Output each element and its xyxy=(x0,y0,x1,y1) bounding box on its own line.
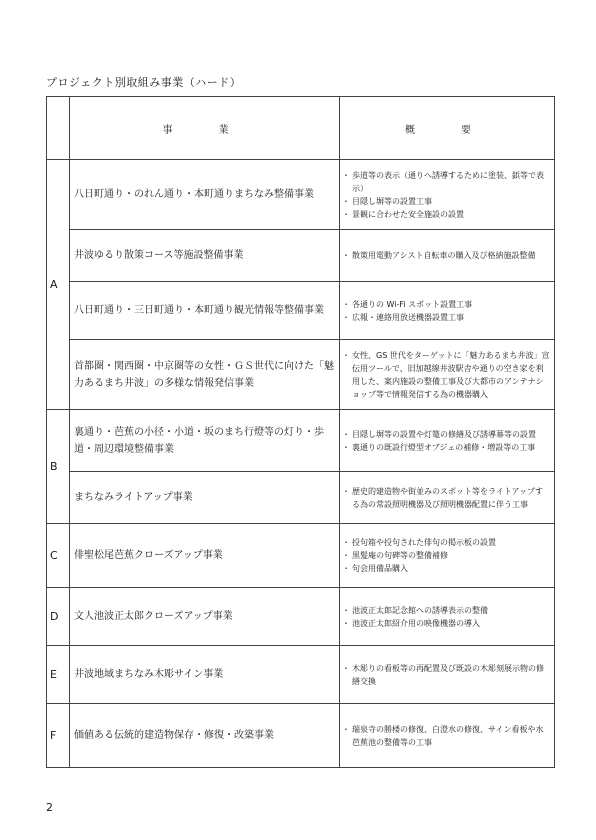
table-row xyxy=(47,340,555,410)
table-row xyxy=(47,230,555,282)
project-cell: 井波地域まちなみ木彫サイン事業 xyxy=(70,646,340,704)
table-header-row xyxy=(47,97,555,160)
summary-cell: ・ 歴史的建造物や街並みのスポット等をライトアップする為の常設照明機器及び照明機器配置に伴う工事 xyxy=(340,472,555,524)
summary-cell: ・ 池波正太郎記念館への誘導表示の整備 ・ 池波正太郎紹介用の映像機器の導入 xyxy=(340,588,555,646)
project-cell: 文人池波正太郎クローズアップ事業 xyxy=(70,588,340,646)
project-cell: 八日町通り・三日町通り・本町通り観光情報等整備事業 xyxy=(70,282,340,340)
project-cell: 価値ある伝統的建造物保存・修復・改築事業 xyxy=(70,704,340,768)
table-row xyxy=(47,704,555,768)
project-cell: 俳聖松尾芭蕉クローズアップ事業 xyxy=(70,524,340,588)
table-row xyxy=(47,588,555,646)
header-project: 事 業 xyxy=(70,97,340,160)
category-e: E xyxy=(47,646,70,704)
category-a: A xyxy=(47,160,70,410)
category-f: F xyxy=(47,704,70,768)
summary-cell: ・ 歩道等の表示（通りへ誘導するために塗装、鋲等で表示） ・ 目隠し塀等の設置工事 ・ 景観に合わせた安全施設の設置 xyxy=(340,160,555,230)
category-c: C xyxy=(47,524,70,588)
project-cell: 井波ゆるり散策コース等施設整備事業 xyxy=(70,230,340,282)
summary-cell: ・ 女性、GS 世代をターゲットに「魅力あるまち井波」宣伝用ツールで、旧加越線井波駅舎や通りの空き家を利用した、案内施設の整備工事及び大都市のアンテナショップ等で情報発信する為の機器購入 xyxy=(340,340,555,410)
table-row xyxy=(47,472,555,524)
project-table xyxy=(46,96,555,768)
project-cell: まちなみライトアップ事業 xyxy=(70,472,340,524)
document-title: プロジェクト別取組み事業（ハード） xyxy=(46,76,242,89)
project-cell: 八日町通り・のれん通り・本町通りまちなみ整備事業 xyxy=(70,160,340,230)
project-cell: 首都圏・関西圏・中京圏等の女性・ＧＳ世代に向けた「魅力あるまち井波」の多様な情報発信事業 xyxy=(70,340,340,410)
category-d: D xyxy=(47,588,70,646)
page-number: 2 xyxy=(46,801,53,814)
table-row xyxy=(47,282,555,340)
summary-cell: ・ 投句箱や投句された俳句の掲示板の設置 ・ 黒髪庵の句碑等の整備補修 ・ 句会用備品購入 xyxy=(340,524,555,588)
table-row xyxy=(47,160,555,230)
summary-cell: ・ 各通りの Wi-Fi スポット設置工事 ・ 広報・連絡用放送機器設置工事 xyxy=(340,282,555,340)
summary-cell: ・ 木彫りの看板等の再配置及び既設の木彫刻展示物の修繕交換 xyxy=(340,646,555,704)
table-row xyxy=(47,524,555,588)
summary-cell: ・ 瑞泉寺の勝楼の修復、白澄水の修復、サイン看板や水芭蕉池の整備等の工事 xyxy=(340,704,555,768)
summary-cell: ・ 散策用電動アシスト自転車の購入及び格納施設整備 xyxy=(340,230,555,282)
category-b: B xyxy=(47,410,70,524)
summary-cell: ・ 目隠し塀等の設置や灯篭の修繕及び誘導幕等の設置 ・ 裏通りの既設行燈型オブジェの補修・増設等の工事 xyxy=(340,410,555,472)
table-row xyxy=(47,646,555,704)
project-cell: 裏通り・芭蕉の小径・小道・坂のまち行燈等の灯り・歩道・周辺環境整備事業 xyxy=(70,410,340,472)
table-row xyxy=(47,410,555,472)
header-summary: 概 要 xyxy=(340,97,555,160)
